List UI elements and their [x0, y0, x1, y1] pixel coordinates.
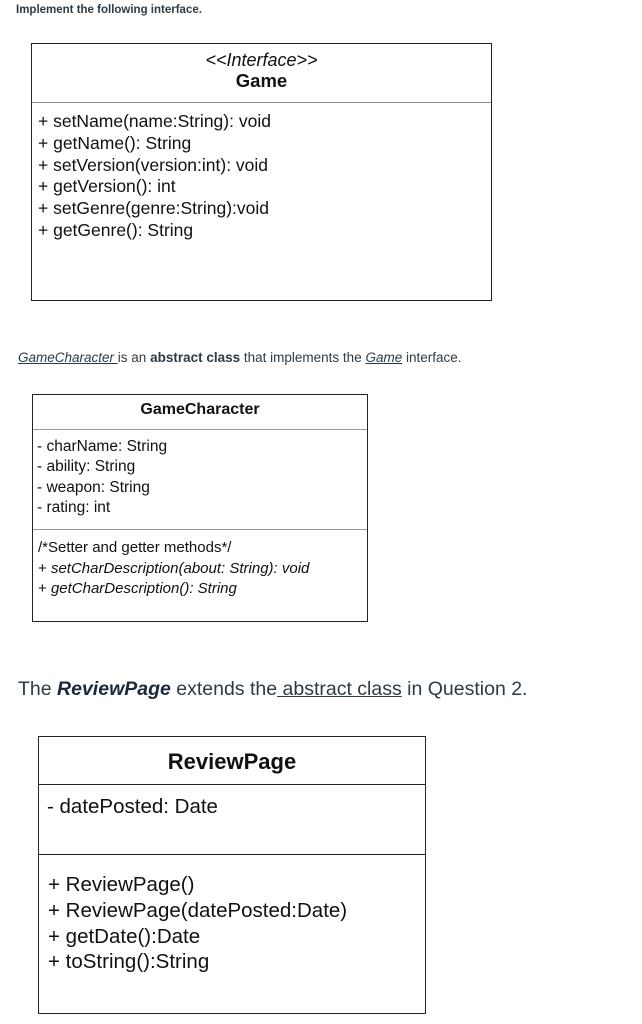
- method-signature: getCharDescription(): String: [50, 580, 237, 597]
- method-row: + getName(): String: [38, 132, 192, 153]
- abstract-class-link[interactable]: abstract class: [277, 678, 402, 700]
- method-row: + ReviewPage(datePosted:Date): [48, 898, 348, 922]
- method-row: + setVersion(version:int): void: [38, 154, 269, 175]
- gamecharacter-attributes: [33, 430, 367, 530]
- note-bold: abstract class: [150, 350, 241, 365]
- methods-comment: /*Setter and getter methods*/: [38, 539, 232, 556]
- attribute-row: - rating: int: [37, 498, 111, 516]
- note-text: extends the: [170, 678, 278, 700]
- method-row: + ReviewPage(): [48, 873, 195, 896]
- reviewpage-methods: [39, 855, 425, 975]
- reviewpage-name: ReviewPage: [39, 737, 425, 785]
- note-text: is an: [117, 350, 151, 365]
- method-prefix: +: [38, 580, 51, 597]
- game-interface-header: [32, 44, 491, 103]
- attribute-row: - weapon: String: [37, 478, 150, 496]
- method-row: + setGenre(genre:String):void: [38, 198, 270, 219]
- game-interface-box: [31, 43, 492, 301]
- method-signature: setCharDescription(about: String): void: [50, 559, 310, 577]
- note-text: The: [18, 678, 58, 700]
- method-row: + getDate():Date: [48, 924, 201, 948]
- method-row: + setName(name:String): void: [38, 111, 271, 131]
- game-interface-methods: [32, 103, 491, 242]
- note-text: that implements the: [240, 350, 366, 365]
- note-text: in Question 2.: [401, 678, 528, 700]
- attribute-row: - datePosted: Date: [47, 795, 218, 818]
- interface-stereotype: <<Interface>>: [205, 50, 318, 70]
- method-row: + getGenre(): String: [38, 219, 194, 240]
- game-interface-name: Game: [235, 70, 288, 91]
- method-row: + getVersion(): int: [38, 176, 176, 197]
- attribute-row: - ability: String: [37, 458, 136, 476]
- extends-note: [18, 678, 527, 701]
- reviewpage-attributes: [39, 785, 425, 855]
- game-link[interactable]: Game: [365, 350, 403, 365]
- gamecharacter-name: GameCharacter: [33, 395, 367, 430]
- method-prefix: +: [38, 559, 51, 577]
- abstract-class-note: [18, 350, 462, 365]
- note-text: interface.: [402, 350, 462, 365]
- method-row: [38, 559, 367, 580]
- note-bold: ReviewPage: [57, 678, 171, 700]
- gamecharacter-methods: [33, 530, 367, 600]
- method-row: [38, 579, 367, 600]
- gamecharacter-class-box: [32, 394, 368, 622]
- instruction-text: Implement the following interface.: [16, 4, 202, 16]
- gamecharacter-link[interactable]: GameCharacter: [18, 350, 118, 365]
- attribute-row: - charName: String: [37, 438, 168, 455]
- reviewpage-class-box: [38, 736, 426, 1014]
- method-row: + toString():String: [48, 950, 210, 974]
